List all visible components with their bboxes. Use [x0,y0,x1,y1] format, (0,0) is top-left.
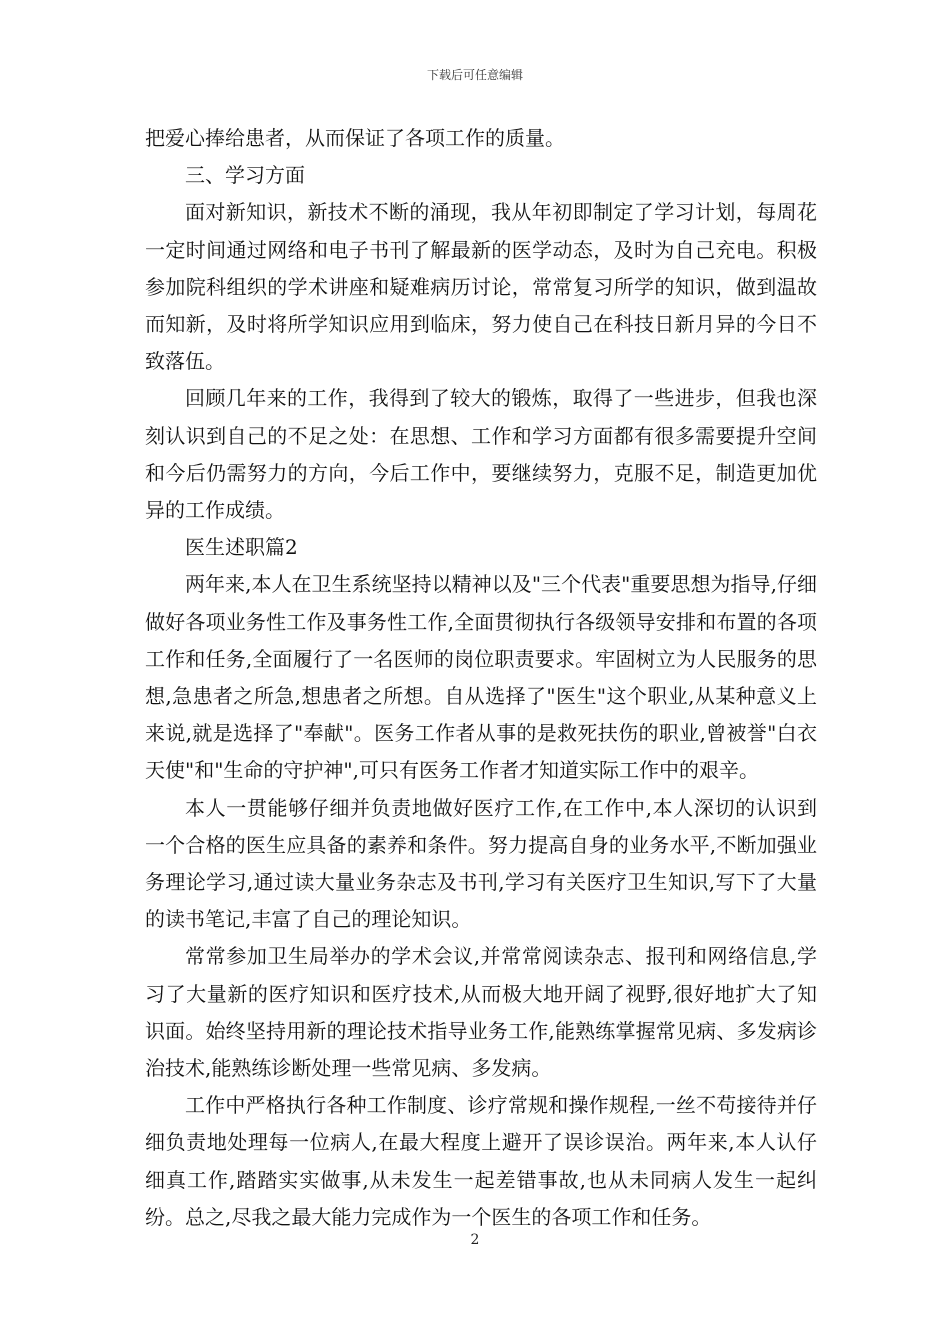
page-header: 下载后可任意编辑 [426,68,523,82]
paragraph-continuation: 把爱心捧给患者，从而保证了各项工作的质量。 [145,126,565,150]
paragraph-diligence: 本人一贯能够仔细并负责地做好医疗工作,在工作中,本人深切的认识到一个合格的医生应具备的素养和条件。努力提高自身的业务水平,不断加强业务理论学习,通过读大量业务杂志及书刊,学习有关医疗卫生知识,写下了大量的读书笔记,丰富了自己的理论知识。 [145,795,817,932]
paragraph-conferences: 常常参加卫生局举办的学术会议,并常常阅读杂志、报刊和网络信息,学习了大量新的医疗知识和医疗技术,从而极大地开阔了视野,很好地扩大了知识面。始终坚持用新的理论技术指导业务工作,能熟练掌握常见病、多发病诊治技术,能熟练诊断处理一些常见病、多发病。 [145,944,817,1081]
paragraph-study: 面对新知识，新技术不断的涌现，我从年初即制定了学习计划，每周花一定时间通过网络和电子书刊了解最新的医学动态，及时为自己充电。积极参加院科组织的学术讲座和疑难病历讨论，常常复习所学的知识，做到温故而知新，及时将所学知识应用到临床，努力使自己在科技日新月异的今日不致落伍。 [145,200,817,374]
section-heading-study: 三、学习方面 [185,163,305,188]
document-body [145,120,817,1236]
page-number: 2 [470,1232,480,1248]
paragraph-two-years: 两年来,本人在卫生系统坚持以精神以及"三个代表"重要思想为指导,仔细做好各项业务性工作及事务性工作,全面贯彻执行各级领导安排和布置的各项工作和任务,全面履行了一名医师的岗位职责要求。牢固树立为人民服务的思想,急患者之所急,想患者之所想。自从选择了"医生"这个职业,从某种意义上来说,就是选择了"奉献"。医务工作者从事的是救死扶伤的职业,曾被誉"白衣天使"和"生命的守护神",可只有医务工作者才知道实际工作中的艰辛。 [145,572,817,783]
paragraph-review: 回顾几年来的工作，我得到了较大的锻炼，取得了一些进步，但我也深刻认识到自己的不足之处：在思想、工作和学习方面都有很多需要提升空间和今后仍需努力的方向，今后工作中，要继续努力，克服不足，制造更加优异的工作成绩。 [145,386,817,523]
section-heading-part2: 医生述职篇2 [185,535,298,560]
paragraph-rules: 工作中严格执行各种工作制度、诊疗常规和操作规程,一丝不苟接待并仔细负责地处理每一位病人,在最大程度上避开了误诊误治。两年来,本人认仔细真工作,踏踏实实做事,从未发生一起差错事故,也从未同病人发生一起纠纷。总之,尽我之最大能力完成作为一个医生的各项工作和任务。 [145,1093,817,1229]
